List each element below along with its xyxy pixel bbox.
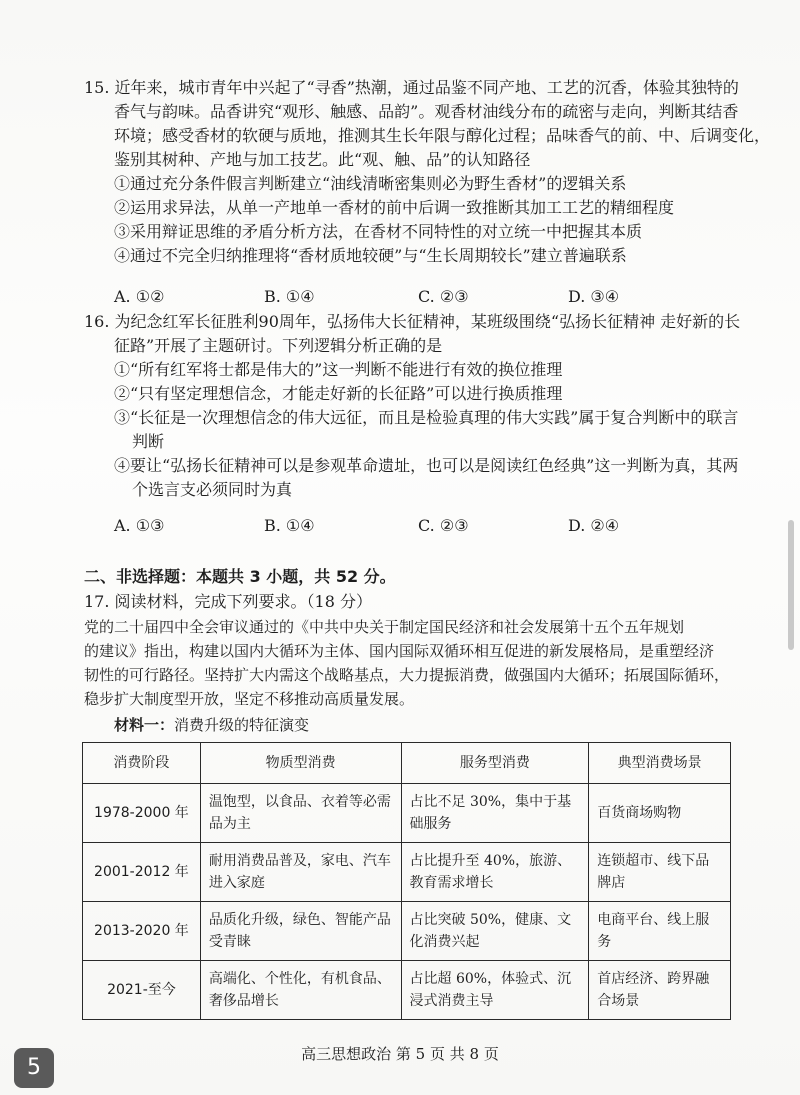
- material-caption: 消费升级的特征演变: [174, 716, 310, 734]
- q15-option-c: C. ②③: [418, 287, 469, 306]
- col-header: 消费阶段: [83, 743, 201, 784]
- q15-stem-line: 15. 近年来，城市青年中兴起了“寻香”热潮，通过品鉴不同产地、工艺的沉香，体验其独特的: [84, 78, 739, 97]
- q17-passage-line: 党的二十届四中全会审议通过的《中共中央关于制定国民经济和社会发展第十五个五年规划: [84, 618, 685, 636]
- q16-statement-2: ②“只有坚定理想信念，才能走好新的长征路”可以进行换质推理: [114, 384, 563, 403]
- material-cell: 高端化、个性化，有机食品、奢侈品增长: [200, 961, 401, 1020]
- page-number-badge[interactable]: 5: [14, 1048, 54, 1088]
- table-row: [83, 843, 731, 902]
- q17-passage-line: 稳步扩大制度型开放，坚定不移推动高质量发展。: [84, 690, 415, 708]
- scene-cell: 首店经济、跨界融合场景: [589, 961, 731, 1020]
- col-header: 典型消费场景: [589, 743, 731, 784]
- q17-passage-line: 的建议》指出，构建以国内大循环为主体、国内国际双循环相互促进的新发展格局，是重塑经济: [84, 642, 715, 660]
- q15-option-b: B. ①④: [264, 287, 315, 306]
- q17-head: 17. 阅读材料，完成下列要求。（18 分）: [84, 592, 372, 611]
- table-row: [83, 784, 731, 843]
- q16-stem-line: 征路”开展了主题研讨。下列逻辑分析正确的是: [114, 336, 443, 355]
- q15-option-a: A. ①②: [114, 287, 165, 306]
- q16-option-c: C. ②③: [418, 516, 469, 535]
- scene-cell: 电商平台、线上服务: [589, 902, 731, 961]
- q16-statement-3: ③“长征是一次理想信念的伟大远征，而且是检验真理的伟大实践”属于复合判断中的联言: [114, 408, 739, 427]
- q16-option-d: D. ②④: [568, 516, 620, 535]
- q16-option-a: A. ①③: [114, 516, 165, 535]
- material-cell: 温饱型，以食品、衣着等必需品为主: [200, 784, 401, 843]
- q16-stem-line: 16. 为纪念红军长征胜利90周年，弘扬伟大长征精神，某班级围绕“弘扬长征精神 走好新的长: [84, 312, 741, 331]
- q16-statement-4-cont: 个选言支必须同时为真: [132, 480, 293, 499]
- stage-cell: 2021-至今: [83, 961, 201, 1020]
- q15-stem-line: 环境；感受香材的软硬与质地，推测其生长年限与醇化过程；品味香气的前、中、后调变化，: [114, 126, 771, 145]
- q16-statement-1: ①“所有红军将士都是伟大的”这一判断不能进行有效的换位推理: [114, 360, 563, 379]
- stage-cell: 1978-2000 年: [83, 784, 201, 843]
- table-row: [83, 961, 731, 1020]
- scrollbar-thumb[interactable]: [788, 520, 794, 650]
- col-header: 服务型消费: [401, 743, 589, 784]
- section-heading: 二、非选择题：本题共 3 小题，共 52 分。: [84, 567, 396, 586]
- stage-cell: 2001-2012 年: [83, 843, 201, 902]
- question-15: [84, 76, 771, 268]
- q15-statement-1: ①通过充分条件假言判断建立“油线清晰密集则必为野生香材”的逻辑关系: [114, 174, 627, 193]
- scene-cell: 百货商场购物: [589, 784, 731, 843]
- material-title: [114, 714, 309, 735]
- question-16: [84, 310, 741, 502]
- q16-statement-3-cont: 判断: [132, 432, 165, 451]
- material-label: 材料一：: [114, 716, 175, 734]
- stage-cell: 2013-2020 年: [83, 902, 201, 961]
- service-cell: 占比超 60%，体验式、沉浸式消费主导: [401, 961, 589, 1020]
- scene-cell: 连锁超市、线下品牌店: [589, 843, 731, 902]
- service-cell: 占比突破 50%，健康、文化消费兴起: [401, 902, 589, 961]
- service-cell: 占比提升至 40%，旅游、教育需求增长: [401, 843, 589, 902]
- q15-stem-line: 鉴别其树种、产地与加工技艺。此“观、触、品”的认知路径: [114, 150, 531, 169]
- q17-passage-line: 韧性的可行路径。坚持扩大内需这个战略基点，大力提振消费，做强国内大循环；拓展国际循环，: [84, 666, 730, 684]
- q16-statement-4: ④要让“弘扬长征精神可以是参观革命遗址，也可以是阅读红色经典”这一判断为真，其两: [114, 456, 739, 475]
- col-header: 物质型消费: [200, 743, 401, 784]
- question-17-head: [84, 590, 724, 614]
- q15-statement-4: ④通过不完全归纳推理将“香材质地较硬”与“生长周期较长”建立普遍联系: [114, 246, 627, 265]
- material-cell: 耐用消费品普及，家电、汽车进入家庭: [200, 843, 401, 902]
- service-cell: 占比不足 30%，集中于基础服务: [401, 784, 589, 843]
- q15-stem-line: 香气与韵味。品香讲究“观形、触感、品韵”。观香材油线分布的疏密与走向，判断其结香: [114, 102, 739, 121]
- page-footer: 高三思想政治 第 5 页 共 8 页: [301, 1045, 499, 1063]
- q15-option-d: D. ③④: [568, 287, 620, 306]
- q17-passage: [84, 615, 730, 711]
- table-row: [83, 902, 731, 961]
- table-header-row: [83, 743, 731, 784]
- q15-statement-3: ③采用辩证思维的矛盾分析方法，在香材不同特性的对立统一中把握其本质: [114, 222, 643, 241]
- q16-option-b: B. ①④: [264, 516, 315, 535]
- consumption-table: [82, 742, 731, 1020]
- q15-statement-2: ②运用求异法，从单一产地单一香材的前中后调一致推断其加工工艺的精细程度: [114, 198, 675, 217]
- material-cell: 品质化升级，绿色、智能产品受青睐: [200, 902, 401, 961]
